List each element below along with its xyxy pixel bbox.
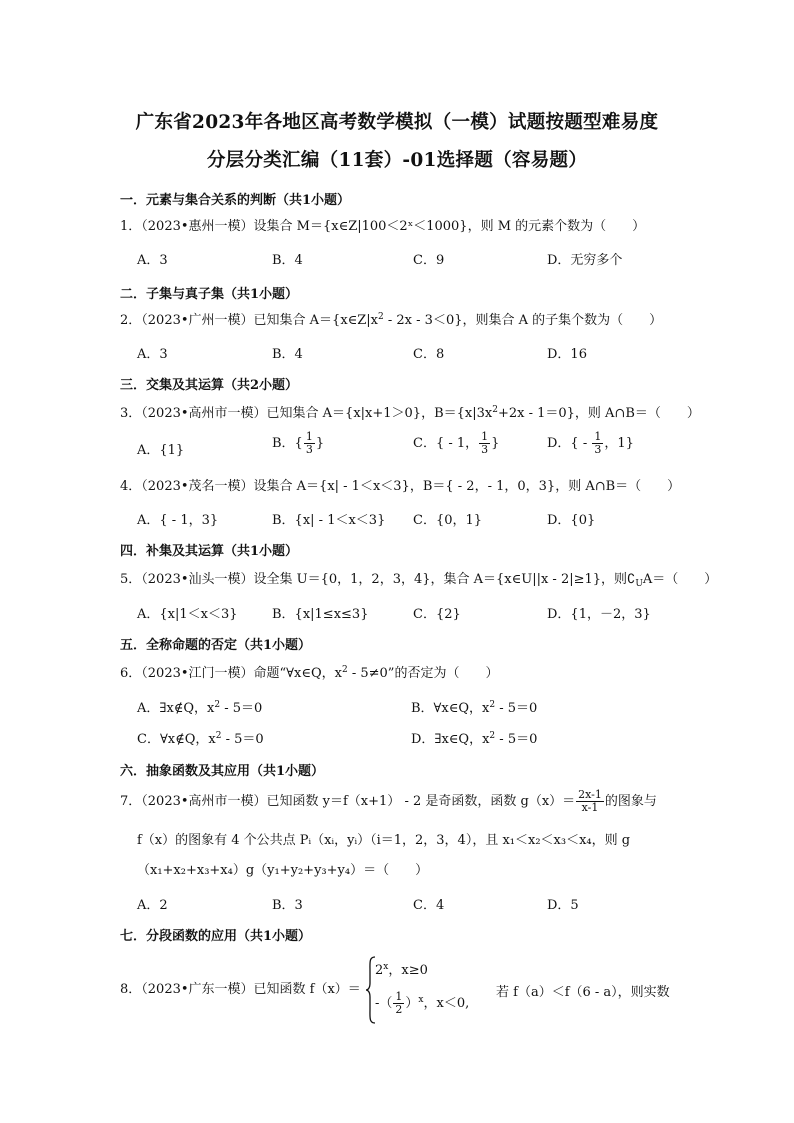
- question-6-option-a: [137, 697, 262, 716]
- section-heading-2: 二．子集与真子集（共1小题）: [120, 287, 299, 302]
- fraction-numerator: 1: [305, 430, 313, 443]
- exponent: 2: [489, 731, 496, 741]
- question-3-option-b-post: }: [315, 436, 325, 451]
- question-6-option-b-pre: B．∀x∈Q，x: [411, 701, 490, 716]
- question-1-option-c: C．9: [413, 253, 445, 268]
- question-6-option-c-post: - 5＝0: [221, 732, 264, 747]
- question-6-option-d-pre: D．∃x∈Q，x: [411, 732, 490, 747]
- piecewise-case-1: [375, 959, 428, 978]
- question-7-line2: f（x）的图象有 4 个公共点 Pᵢ（xᵢ，yᵢ）（i＝1，2，3，4），且 x₁＜x₂＜x₃＜x₄，则 g: [137, 833, 631, 848]
- question-7-option-a: A．2: [137, 898, 168, 913]
- fraction-numerator: 1: [594, 430, 602, 443]
- question-3-text-a: 3．（2023•高州市一模）已知集合 A＝{x|x+1＞0}，B＝{x|3x: [120, 406, 493, 421]
- document-title-line1: 广东省2023年各地区高考数学模拟（一模）试题按题型难易度: [135, 112, 659, 133]
- section-heading-3: 三．交集及其运算（共2小题）: [120, 378, 299, 393]
- question-2-option-c: C．8: [413, 347, 445, 362]
- fraction-denominator: 3: [481, 443, 489, 456]
- question-5-text-b: A＝（ ）: [642, 572, 718, 587]
- question-3-option-c: [413, 431, 499, 456]
- section-heading-1: 一．元素与集合关系的判断（共1小题）: [120, 193, 351, 208]
- question-6: [120, 665, 680, 683]
- case-2-close: ）: [405, 996, 419, 1011]
- question-7-option-c: C．4: [413, 898, 445, 913]
- question-7-option-d: D．5: [547, 898, 579, 913]
- question-7-line1-b: 的图象与: [604, 794, 657, 809]
- question-3-option-c-post: }: [491, 436, 500, 451]
- fraction-one-third: [304, 431, 315, 456]
- question-4-option-a: A．{ - 1，3}: [137, 513, 219, 528]
- question-7-line3: （x₁+x₂+x₃+x₄）g（y₁+y₂+y₃+y₄）＝（ ）: [137, 863, 429, 878]
- question-2-option-a: A．3: [137, 347, 168, 362]
- question-6-option-b: [411, 697, 537, 716]
- question-6-option-d: [411, 728, 537, 747]
- question-6-option-a-post: - 5＝0: [220, 701, 263, 716]
- case-1-base: 2: [375, 963, 384, 978]
- question-3-option-d-post: ，1}: [604, 436, 634, 451]
- question-4-option-d: D．{0}: [547, 513, 596, 528]
- question-6-exponent: 2: [341, 665, 348, 675]
- fraction-2x-1-over-x-1: [576, 789, 604, 814]
- question-6-option-d-post: - 5＝0: [495, 732, 538, 747]
- question-6-option-a-pre: A．∃x∉Q，x: [137, 701, 215, 716]
- section-heading-5: 五．全称命题的否定（共1小题）: [120, 638, 312, 653]
- question-2-option-b: B．4: [272, 347, 303, 362]
- fraction-one-third: [592, 431, 603, 456]
- question-6-option-c-pre: C．∀x∉Q，x: [137, 732, 216, 747]
- document-title-line2: 分层分类汇编（11套）-01选择题（容易题）: [206, 150, 588, 171]
- question-5-option-b: B．{x|1≤x≤3}: [272, 607, 369, 622]
- question-3-option-b-pre: B．{: [272, 436, 303, 451]
- section-heading-4: 四．补集及其运算（共1小题）: [120, 544, 299, 559]
- fraction-one-half: [393, 991, 404, 1016]
- question-3-exponent: 2: [492, 405, 498, 415]
- case-1-exponent: x: [383, 962, 389, 972]
- case-1-condition: ，x≥0: [388, 963, 428, 978]
- question-1-option-b: B．4: [272, 253, 303, 268]
- case-2-prefix: -（: [375, 996, 393, 1011]
- question-3-text-b: +2x - 1＝0}，则 A∩B＝（ ）: [497, 406, 700, 421]
- question-5-option-a: A．{x|1＜x＜3}: [137, 607, 238, 622]
- question-5-text-a: 5．（2023•汕头一模）设全集 U＝{0，1，2，3，4}，集合 A＝{x∈U||x - 2|≥1}，则∁: [120, 572, 636, 587]
- question-2-prefix: 2．（2023•广州一模）已知集合: [120, 313, 310, 328]
- question-4: 4．（2023•茂名一模）设集合 A＝{x| - 1＜x＜3}，B＝{ - 2，- 1，0，3}，则 A∩B＝（ ）: [120, 479, 681, 494]
- fraction-numerator: 1: [481, 430, 489, 443]
- question-3-option-a: A．{1}: [137, 443, 185, 458]
- fraction-numerator: 2x-1: [578, 788, 602, 801]
- question-3-option-c-pre: C．{ - 1，: [413, 436, 479, 451]
- case-2-condition: ，x＜0,: [423, 996, 470, 1011]
- question-1-suffix: ，则 M 的元素个数为（ ）: [467, 219, 646, 234]
- question-8-suffix: 若 f（a）＜f（6 - a），则实数: [496, 985, 670, 1000]
- question-6-option-b-post: - 5＝0: [495, 701, 538, 716]
- question-8-prefix: 8．（2023•广东一模）已知函数 f（x）＝: [120, 982, 361, 997]
- fraction-denominator: x-1: [581, 801, 599, 814]
- question-5: [120, 571, 718, 589]
- question-2: [120, 312, 680, 330]
- question-7-option-b: B．3: [272, 898, 303, 913]
- question-3: [120, 405, 700, 423]
- question-2-exponent: 2: [378, 312, 384, 322]
- question-2-suffix: ，则集合 A 的子集个数为（ ）: [462, 313, 663, 328]
- question-1-prefix: 1．（2023•惠州一模）设集合: [120, 219, 297, 234]
- question-7-line1-a: 7．（2023•高州市一模）已知函数 y＝f（x+1） - 2 是奇函数，函数 g（x）＝: [120, 794, 576, 809]
- question-1-option-d: D．无穷多个: [547, 253, 623, 268]
- case-2-exponent: x: [418, 995, 424, 1005]
- section-heading-6: 六．抽象函数及其应用（共1小题）: [120, 764, 325, 779]
- fraction-denominator: 3: [594, 443, 602, 456]
- question-5-option-c: C．{2}: [413, 607, 461, 622]
- question-1: [120, 218, 680, 236]
- piecewise-case-2: [375, 991, 469, 1016]
- question-5-subscript: U: [635, 579, 643, 589]
- question-6-text-b: - 5≠0”的否定为（ ）: [347, 666, 499, 681]
- exponent: 2: [489, 700, 496, 710]
- fraction-numerator: 1: [395, 990, 403, 1003]
- question-6-text-a: 6．（2023•江门一模）命题“∀x∈Q，x: [120, 666, 342, 681]
- fraction-denominator: 3: [305, 443, 313, 456]
- question-3-option-b: [272, 431, 324, 456]
- question-5-option-d: D．{1，－2，3}: [547, 607, 651, 622]
- exponent: 2: [215, 731, 222, 741]
- exponent: 2: [214, 700, 221, 710]
- question-2-option-d: D．16: [547, 347, 587, 362]
- fraction-denominator: 2: [395, 1003, 403, 1016]
- question-1-option-a: A．3: [137, 253, 168, 268]
- question-3-option-d-pre: D．{ -: [547, 436, 592, 451]
- question-4-option-c: C．{0，1}: [413, 513, 483, 528]
- question-1-set: M＝{x∈Z|100＜2ˣ＜1000}: [296, 219, 468, 234]
- section-heading-7: 七．分段函数的应用（共1小题）: [120, 929, 312, 944]
- piecewise-function: [365, 955, 505, 1025]
- question-7-line1: [120, 789, 680, 814]
- fraction-one-third: [479, 431, 490, 456]
- question-2-set-b: - 2x - 3＜0}: [383, 313, 463, 328]
- question-4-option-b: B．{x| - 1＜x＜3}: [272, 513, 386, 528]
- question-3-option-d: [547, 431, 634, 456]
- question-2-set-a: A＝{x∈Z|x: [309, 313, 379, 328]
- question-6-option-c: [137, 728, 264, 747]
